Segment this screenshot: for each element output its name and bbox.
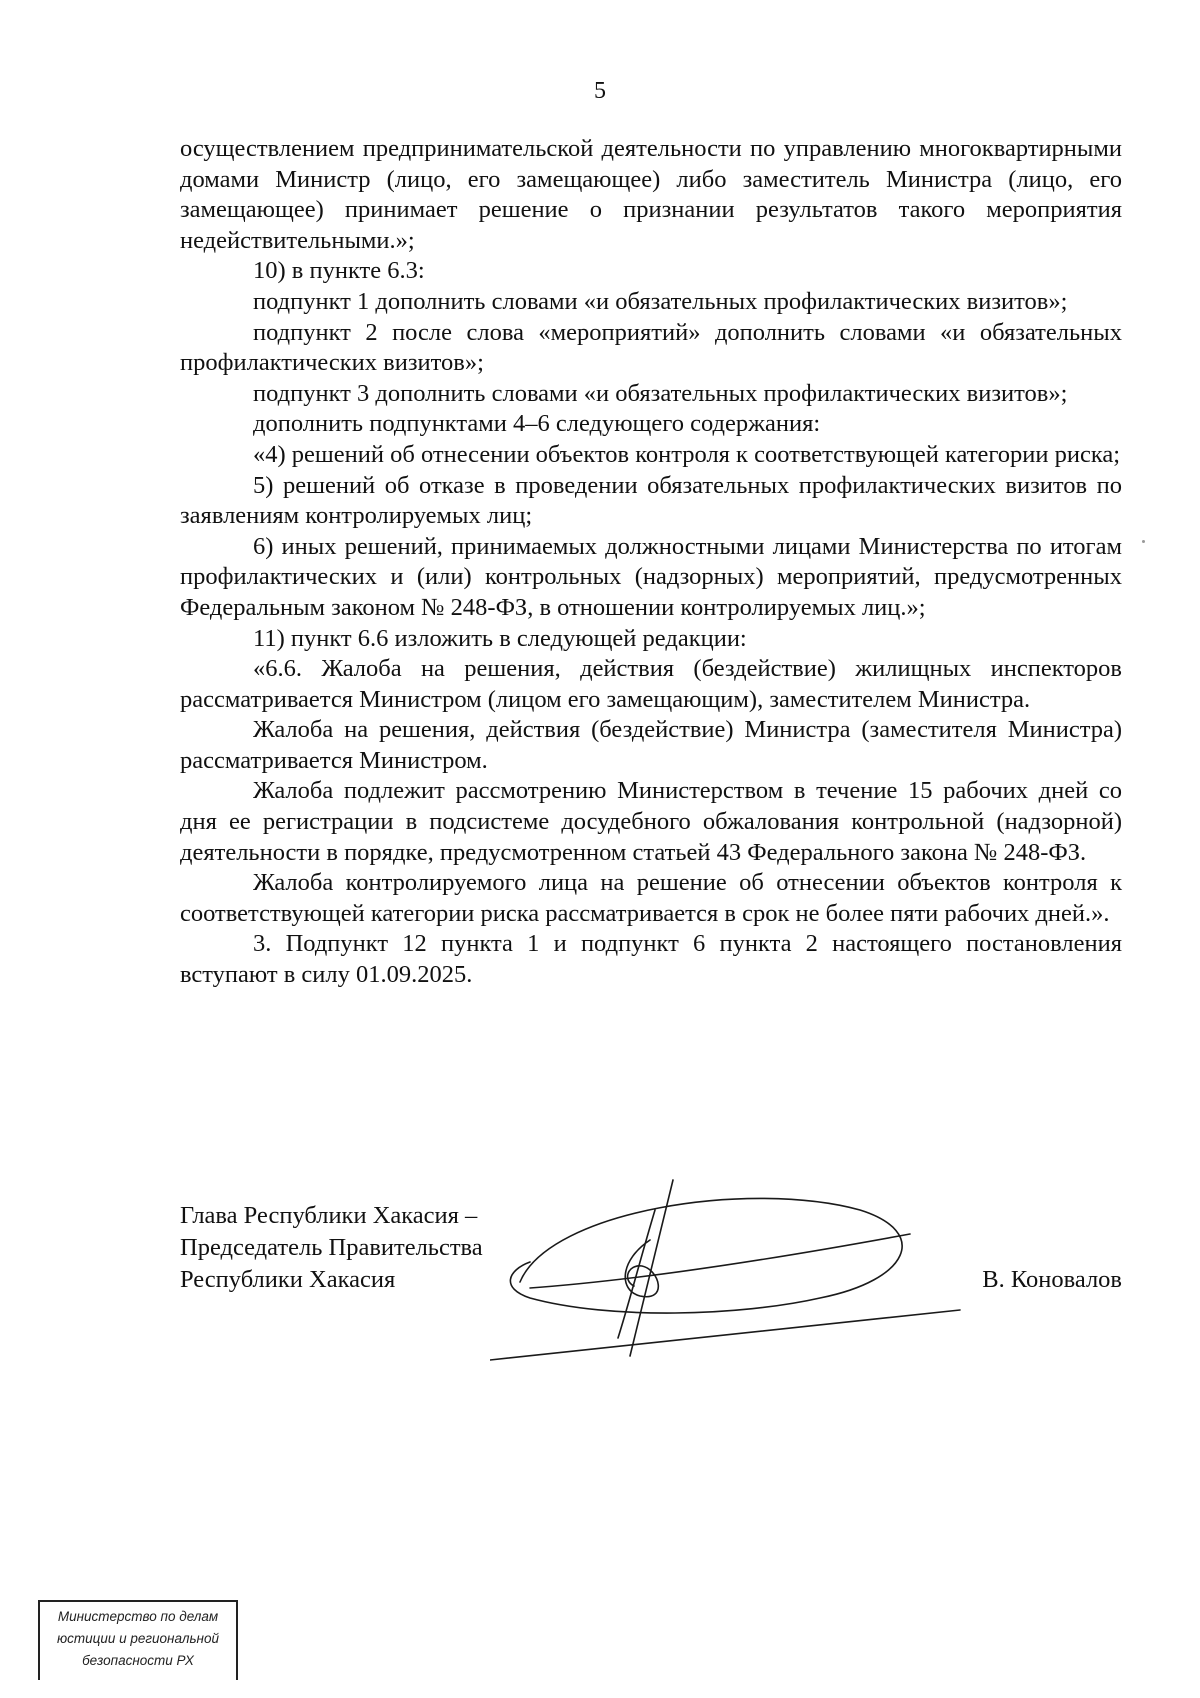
body-paragraph: 10) в пункте 6.3: — [253, 257, 425, 285]
body-paragraph: подпункт 2 после слова «мероприятий» дополнить словами «и обязательных профилактических визитов»; — [180, 318, 1122, 377]
signatory-title-line: Республики Хакасия — [180, 1266, 396, 1293]
body-paragraph: Жалоба подлежит рассмотрению Министерством в течение 15 рабочих дней со дня ее регистрации в подсистеме досудебного обжалования контрольной (надзорной) деятельности в порядке, предусмотренном статьей 43 Федерального закона № 248-ФЗ. — [180, 777, 1122, 866]
scan-artifact — [1142, 540, 1145, 543]
body-paragraph: дополнить подпунктами 4–6 следующего содержания: — [253, 410, 821, 438]
signatory-title-line: Глава Республики Хакасия – — [180, 1202, 478, 1229]
body-paragraph: 6) иных решений, принимаемых должностными лицами Министерства по итогам профилактических и (или) контрольных (надзорных) мероприятий, предусмотренных Федеральным законом № 248-ФЗ, в отношении контролируемых лиц.»; — [180, 532, 1122, 621]
registration-stamp — [38, 1600, 238, 1680]
document-body — [180, 134, 1122, 991]
signatory-name: В. Коновалов — [982, 1266, 1122, 1293]
body-paragraph: Жалоба контролируемого лица на решение об отнесении объектов контроля к соответствующей категории риска рассматривается в срок не более пяти рабочих дней.». — [180, 869, 1122, 927]
body-paragraph: Жалоба на решения, действия (бездействие) Министра (заместителя Министра) рассматривается Министром. — [180, 716, 1122, 774]
stamp-line: безопасности РХ — [82, 1653, 194, 1668]
body-paragraph: 5) решений об отказе в проведении обязательных профилактических визитов по заявлениям контролируемых лиц; — [180, 471, 1122, 530]
body-paragraph: 11) пункт 6.6 изложить в следующей редакции: — [253, 624, 747, 652]
body-paragraph: осуществлением предпринимательской деятельности по управлению многоквартирными домами Министр (лицо, его замещающее) либо заместитель Министра (лицо, его замещающее) принимает решение о признании результатов такого мероприятия недействительными.»; — [180, 135, 1122, 254]
handwritten-signature — [490, 1170, 980, 1370]
stamp-line: юстиции и региональной — [56, 1631, 220, 1646]
signatory-title — [180, 1200, 483, 1296]
body-paragraph: «6.6. Жалоба на решения, действия (бездействие) жилищных инспекторов рассматривается Министром (лицом его замещающим), заместителем Министра. — [180, 655, 1122, 713]
stamp-line: Министерство по делам — [57, 1609, 219, 1624]
body-paragraph: 3. Подпункт 12 пункта 1 и подпункт 6 пункта 2 настоящего постановления вступают в силу 01.09.2025. — [180, 930, 1122, 989]
page-number: 5 — [594, 78, 606, 104]
body-paragraph: подпункт 1 дополнить словами «и обязательных профилактических визитов»; — [253, 287, 1068, 315]
body-paragraph: подпункт 3 дополнить словами «и обязательных профилактических визитов»; — [253, 379, 1068, 407]
body-paragraph: «4) решений об отнесении объектов контроля к соответствующей категории риска; — [253, 440, 1121, 468]
signatory-title-line: Председатель Правительства — [180, 1234, 483, 1261]
